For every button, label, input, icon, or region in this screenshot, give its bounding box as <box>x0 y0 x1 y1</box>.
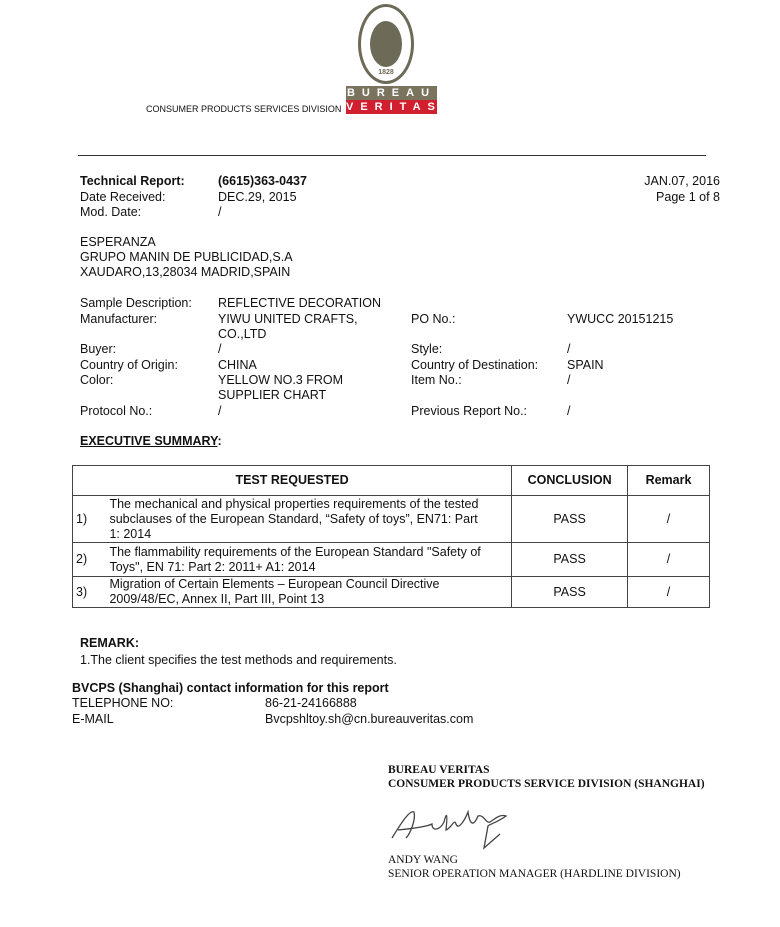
telephone-label: TELEPHONE NO: <box>72 696 174 710</box>
sample-description-label: Sample Description: <box>80 296 192 310</box>
item-number: / <box>567 373 571 387</box>
test-line: The flammability requirements of the European Standard "Safety of <box>109 544 481 559</box>
protocol: / <box>218 404 222 418</box>
signature-org: BUREAU VERITAS <box>388 764 490 776</box>
test-description <box>106 577 511 608</box>
division-label: CONSUMER PRODUCTS SERVICES DIVISION <box>146 104 342 114</box>
conclusion: PASS <box>512 543 628 577</box>
logo-band-veritas: VERITAS <box>346 101 442 113</box>
date-received-label: Date Received: <box>80 190 166 204</box>
signatory-title: SENIOR OPERATION MANAGER (HARDLINE DIVISION) <box>388 868 681 880</box>
test-description <box>106 543 511 577</box>
report-date: JAN.07, 2016 <box>644 174 720 188</box>
table-row <box>73 577 710 608</box>
test-line: The mechanical and physical properties requirements of the tested <box>109 496 479 511</box>
page-number: Page 1 of 8 <box>656 190 720 204</box>
table-row <box>73 543 710 577</box>
row-number: 1) <box>73 496 107 543</box>
table-row <box>73 496 710 543</box>
handwritten-signature <box>388 800 518 855</box>
test-line: Migration of Certain Elements – European Council Directive <box>109 577 440 591</box>
destination: SPAIN <box>567 358 604 372</box>
client-company: GRUPO MANIN DE PUBLICIDAD,S.A <box>80 250 293 264</box>
summary-table <box>72 465 710 608</box>
po-label: PO No.: <box>411 312 456 326</box>
client-address: XAUDARO,13,28034 MADRID,SPAIN <box>80 265 291 279</box>
manufacturer-label: Manufacturer: <box>80 312 158 326</box>
signatory-name: ANDY WANG <box>388 854 458 866</box>
style: / <box>567 342 571 356</box>
technical-report-label: Technical Report: <box>80 174 185 188</box>
color-line1: YELLOW NO.3 FROM <box>218 373 344 387</box>
header-test-requested: TEST REQUESTED <box>73 466 512 496</box>
sample-description: REFLECTIVE DECORATION <box>218 296 381 310</box>
bureau-veritas-seal-logo <box>358 4 414 84</box>
email: Bvcpshltoy.sh@cn.bureauveritas.com <box>265 712 474 726</box>
header-divider <box>78 155 706 156</box>
date-received: DEC.29, 2015 <box>218 190 297 204</box>
test-line: Toys", EN 71: Part 2: 2011+ A1: 2014 <box>109 559 316 574</box>
buyer: / <box>218 342 222 356</box>
remark: / <box>628 543 710 577</box>
executive-summary-heading <box>80 434 222 449</box>
po-number: YWUCC 20151215 <box>567 312 674 326</box>
mod-date-label: Mod. Date: <box>80 205 142 219</box>
origin-label: Country of Origin: <box>80 358 178 372</box>
item-label: Item No.: <box>411 373 462 387</box>
protocol-label: Protocol No.: <box>80 404 153 418</box>
telephone: 86-21-24166888 <box>265 696 357 710</box>
remark-heading: REMARK: <box>80 636 140 650</box>
test-line: subclauses of the European Standard, “Safety of toys”, EN71: Part <box>109 511 478 526</box>
header-remark: Remark <box>628 466 710 496</box>
color-label: Color: <box>80 373 114 387</box>
manufacturer-line1: YIWU UNITED CRAFTS, <box>218 312 358 326</box>
header-conclusion: CONCLUSION <box>512 466 628 496</box>
test-line: 1: 2014 <box>109 526 152 541</box>
heading-colon: : <box>217 434 222 448</box>
test-line: 2009/48/EC, Annex II, Part III, Point 13 <box>109 592 325 606</box>
logo-band-bureau: BUREAU <box>346 87 437 99</box>
executive-summary-title: EXECUTIVE SUMMARY <box>80 434 218 448</box>
client-name: ESPERANZA <box>80 235 156 249</box>
email-label: E-MAIL <box>72 712 114 726</box>
contact-heading: BVCPS (Shanghai) contact information for this report <box>72 681 389 695</box>
previous-report: / <box>567 404 571 418</box>
color-line2: SUPPLIER CHART <box>218 388 327 402</box>
remark: / <box>628 496 710 543</box>
test-description <box>106 496 511 543</box>
remark: / <box>628 577 710 608</box>
logo-year: 1828 <box>378 69 394 76</box>
row-number: 2) <box>73 543 107 577</box>
row-number: 3) <box>73 577 107 608</box>
buyer-label: Buyer: <box>80 342 117 356</box>
mod-date: / <box>218 205 222 219</box>
origin: CHINA <box>218 358 257 372</box>
table-header-row <box>73 466 710 496</box>
conclusion: PASS <box>512 577 628 608</box>
remark-text: 1.The client specifies the test methods and requirements. <box>80 653 397 667</box>
destination-label: Country of Destination: <box>411 358 539 372</box>
conclusion: PASS <box>512 496 628 543</box>
manufacturer-line2: CO.,LTD <box>218 327 267 341</box>
style-label: Style: <box>411 342 443 356</box>
previous-report-label: Previous Report No.: <box>411 404 528 418</box>
technical-report-number: (6615)363-0437 <box>218 174 307 188</box>
signature-division: CONSUMER PRODUCTS SERVICE DIVISION (SHANGHAI) <box>388 778 705 790</box>
